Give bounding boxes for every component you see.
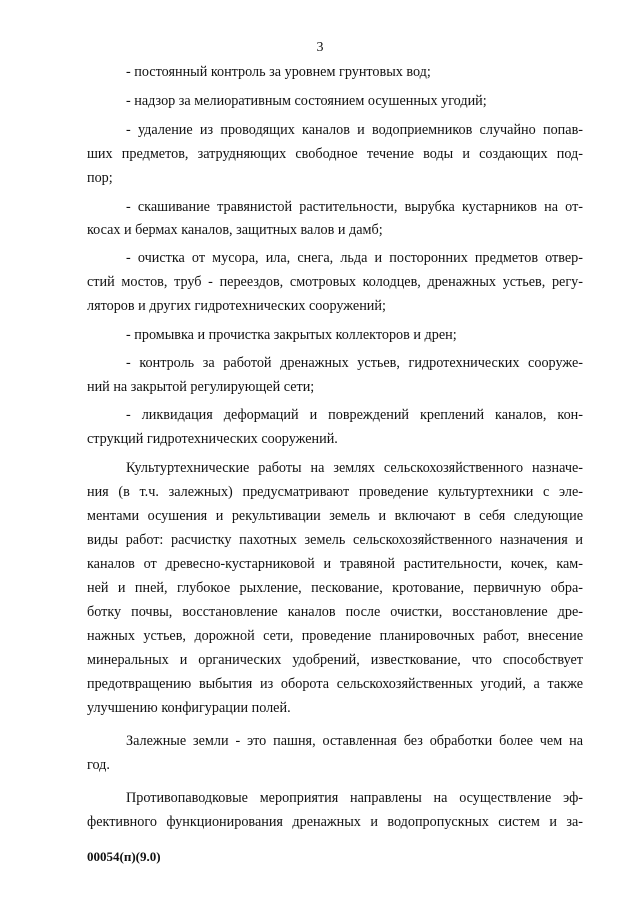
text-line: Противопаводковые мероприятия направлены на осуществление эф-: [126, 790, 583, 806]
text-line: год.: [87, 757, 110, 773]
text-line: ней и пней, глубокое рыхление, пескование, кротование, первичную обра-: [87, 580, 583, 596]
text-line: - очистка от мусора, ила, снега, льда и посторонних предметов отвер-: [126, 250, 583, 266]
text-line: Культуртехнические работы на землях сельскохозяйственного назначе-: [126, 460, 583, 476]
text-line: - контроль за работой дренажных устьев, гидротехнических сооруже-: [126, 355, 583, 371]
text-line: Залежные земли - это пашня, оставленная без обработки более чем на: [126, 733, 583, 749]
text-line: ментами осушения и рекультивации земель и включают в себя следующие: [87, 508, 583, 524]
text-line: - удаление из проводящих каналов и водоприемников случайно попав-: [126, 122, 583, 138]
text-line: ших предметов, затрудняющих свободное течение воды и создающих под-: [87, 146, 583, 162]
text-line: ний на закрытой регулирующей сети;: [87, 379, 315, 395]
text-line: предотвращению выбытия из оборота сельскохозяйственных угодий, а также: [87, 676, 583, 692]
text-line: - постоянный контроль за уровнем грунтовых вод;: [126, 64, 431, 80]
text-line: ботку почвы, восстановление каналов после очистки, восстановление дре-: [87, 604, 583, 620]
text-line: ляторов и других гидротехнических сооружений;: [87, 298, 386, 314]
text-line: минеральных и органических удобрений, известкование, что способствует: [87, 652, 583, 668]
text-line: виды работ: расчистку пахотных земель сельскохозяйственного назначения и: [87, 532, 583, 548]
page-number: 3: [316, 40, 324, 55]
text-line: - ликвидация деформаций и повреждений креплений каналов, кон-: [126, 407, 583, 423]
text-line: - скашивание травянистой растительности, вырубка кустарников на от-: [126, 199, 583, 215]
text-line: нажных устьев, дорожной сети, проведение планировочных работ, внесение: [87, 628, 583, 644]
text-line: - надзор за мелиоративным состоянием осушенных угодий;: [126, 93, 487, 109]
text-line: - промывка и прочистка закрытых коллекторов и дрен;: [126, 327, 457, 343]
text-line: ния (в т.ч. залежных) предусматривают проведение культуртехники с эле-: [87, 484, 583, 500]
text-line: пор;: [87, 170, 113, 186]
text-line: косах и бермах каналов, защитных валов и дамб;: [87, 222, 383, 238]
text-line: фективного функционирования дренажных и водопропускных систем и за-: [87, 814, 583, 830]
text-line: каналов от древесно-кустарниковой и травяной растительности, кочек, кам-: [87, 556, 583, 572]
text-line: улучшению конфигурации полей.: [87, 700, 291, 716]
text-line: стий мостов, труб - переездов, смотровых колодцев, дренажных устьев, регу-: [87, 274, 583, 290]
text-line: струкций гидротехнических сооружений.: [87, 431, 338, 447]
document-code: 00054(п)(9.0): [87, 849, 161, 864]
